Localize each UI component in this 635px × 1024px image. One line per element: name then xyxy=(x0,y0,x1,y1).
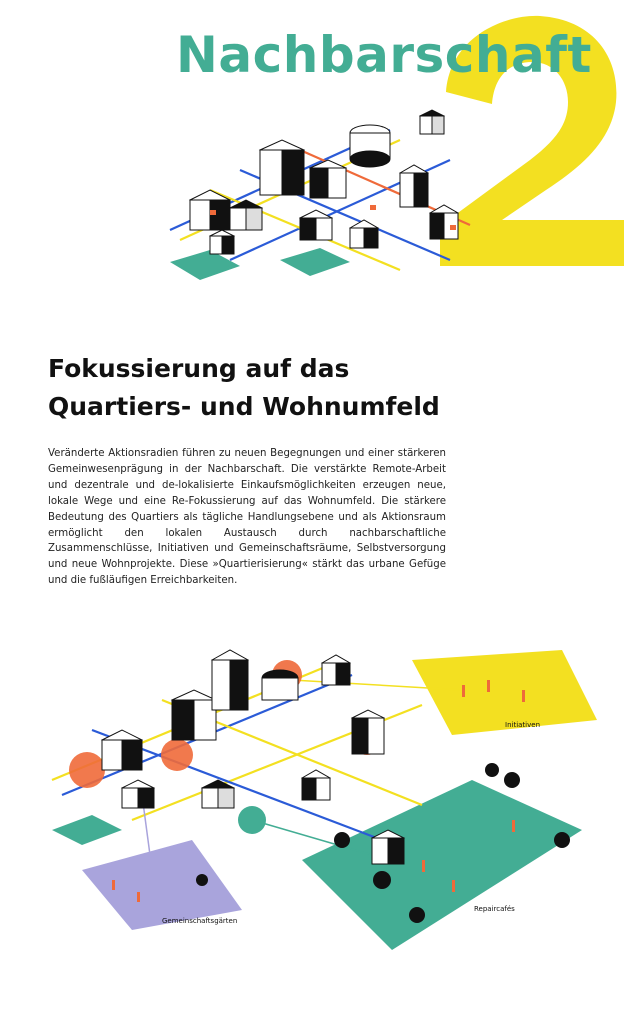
neighborhood-illustration-bottom xyxy=(42,630,602,960)
heading-line-1: Fokussierung auf das xyxy=(48,354,350,383)
chapter-title: Nachbarschaft xyxy=(176,26,592,84)
label-gemeinschaftsgaerten: Gemeinschaftsgärten xyxy=(162,917,238,925)
body-paragraph: Veränderte Aktionsradien führen zu neuen Begegnungen und einer stärkeren Gemeinwesenprägung in der Nachbarschaft. Die verstärkte Remote-Arbeit und dezentrale und de-lokalisierte Einkaufsmöglichkeiten erzeugen neue, lokale Wege und eine Re-Fokussierung auf das Wohnumfeld. Die stärkere Bedeutung des Quartiers als tägliche Handlungsebene und als Aktionsraum ermöglicht den lokalen Austausch durch nachbarschaftliche Zusammenschlüsse, Initiativen und Gemeinschaftsräume, Selbstversorgung und neue Wohnprojekte. Diese »Quartierisierung« stärkt das urbane Gefüge und die fußläufigen Erreichbarkeiten. xyxy=(48,448,446,587)
label-repaircafes: Repaircafés xyxy=(474,905,515,913)
section-heading xyxy=(48,350,568,426)
label-initiativen: Initiativen xyxy=(505,721,540,729)
neighborhood-illustration-top xyxy=(150,90,490,290)
heading-line-2: Quartiers- und Wohnumfeld xyxy=(48,392,440,421)
